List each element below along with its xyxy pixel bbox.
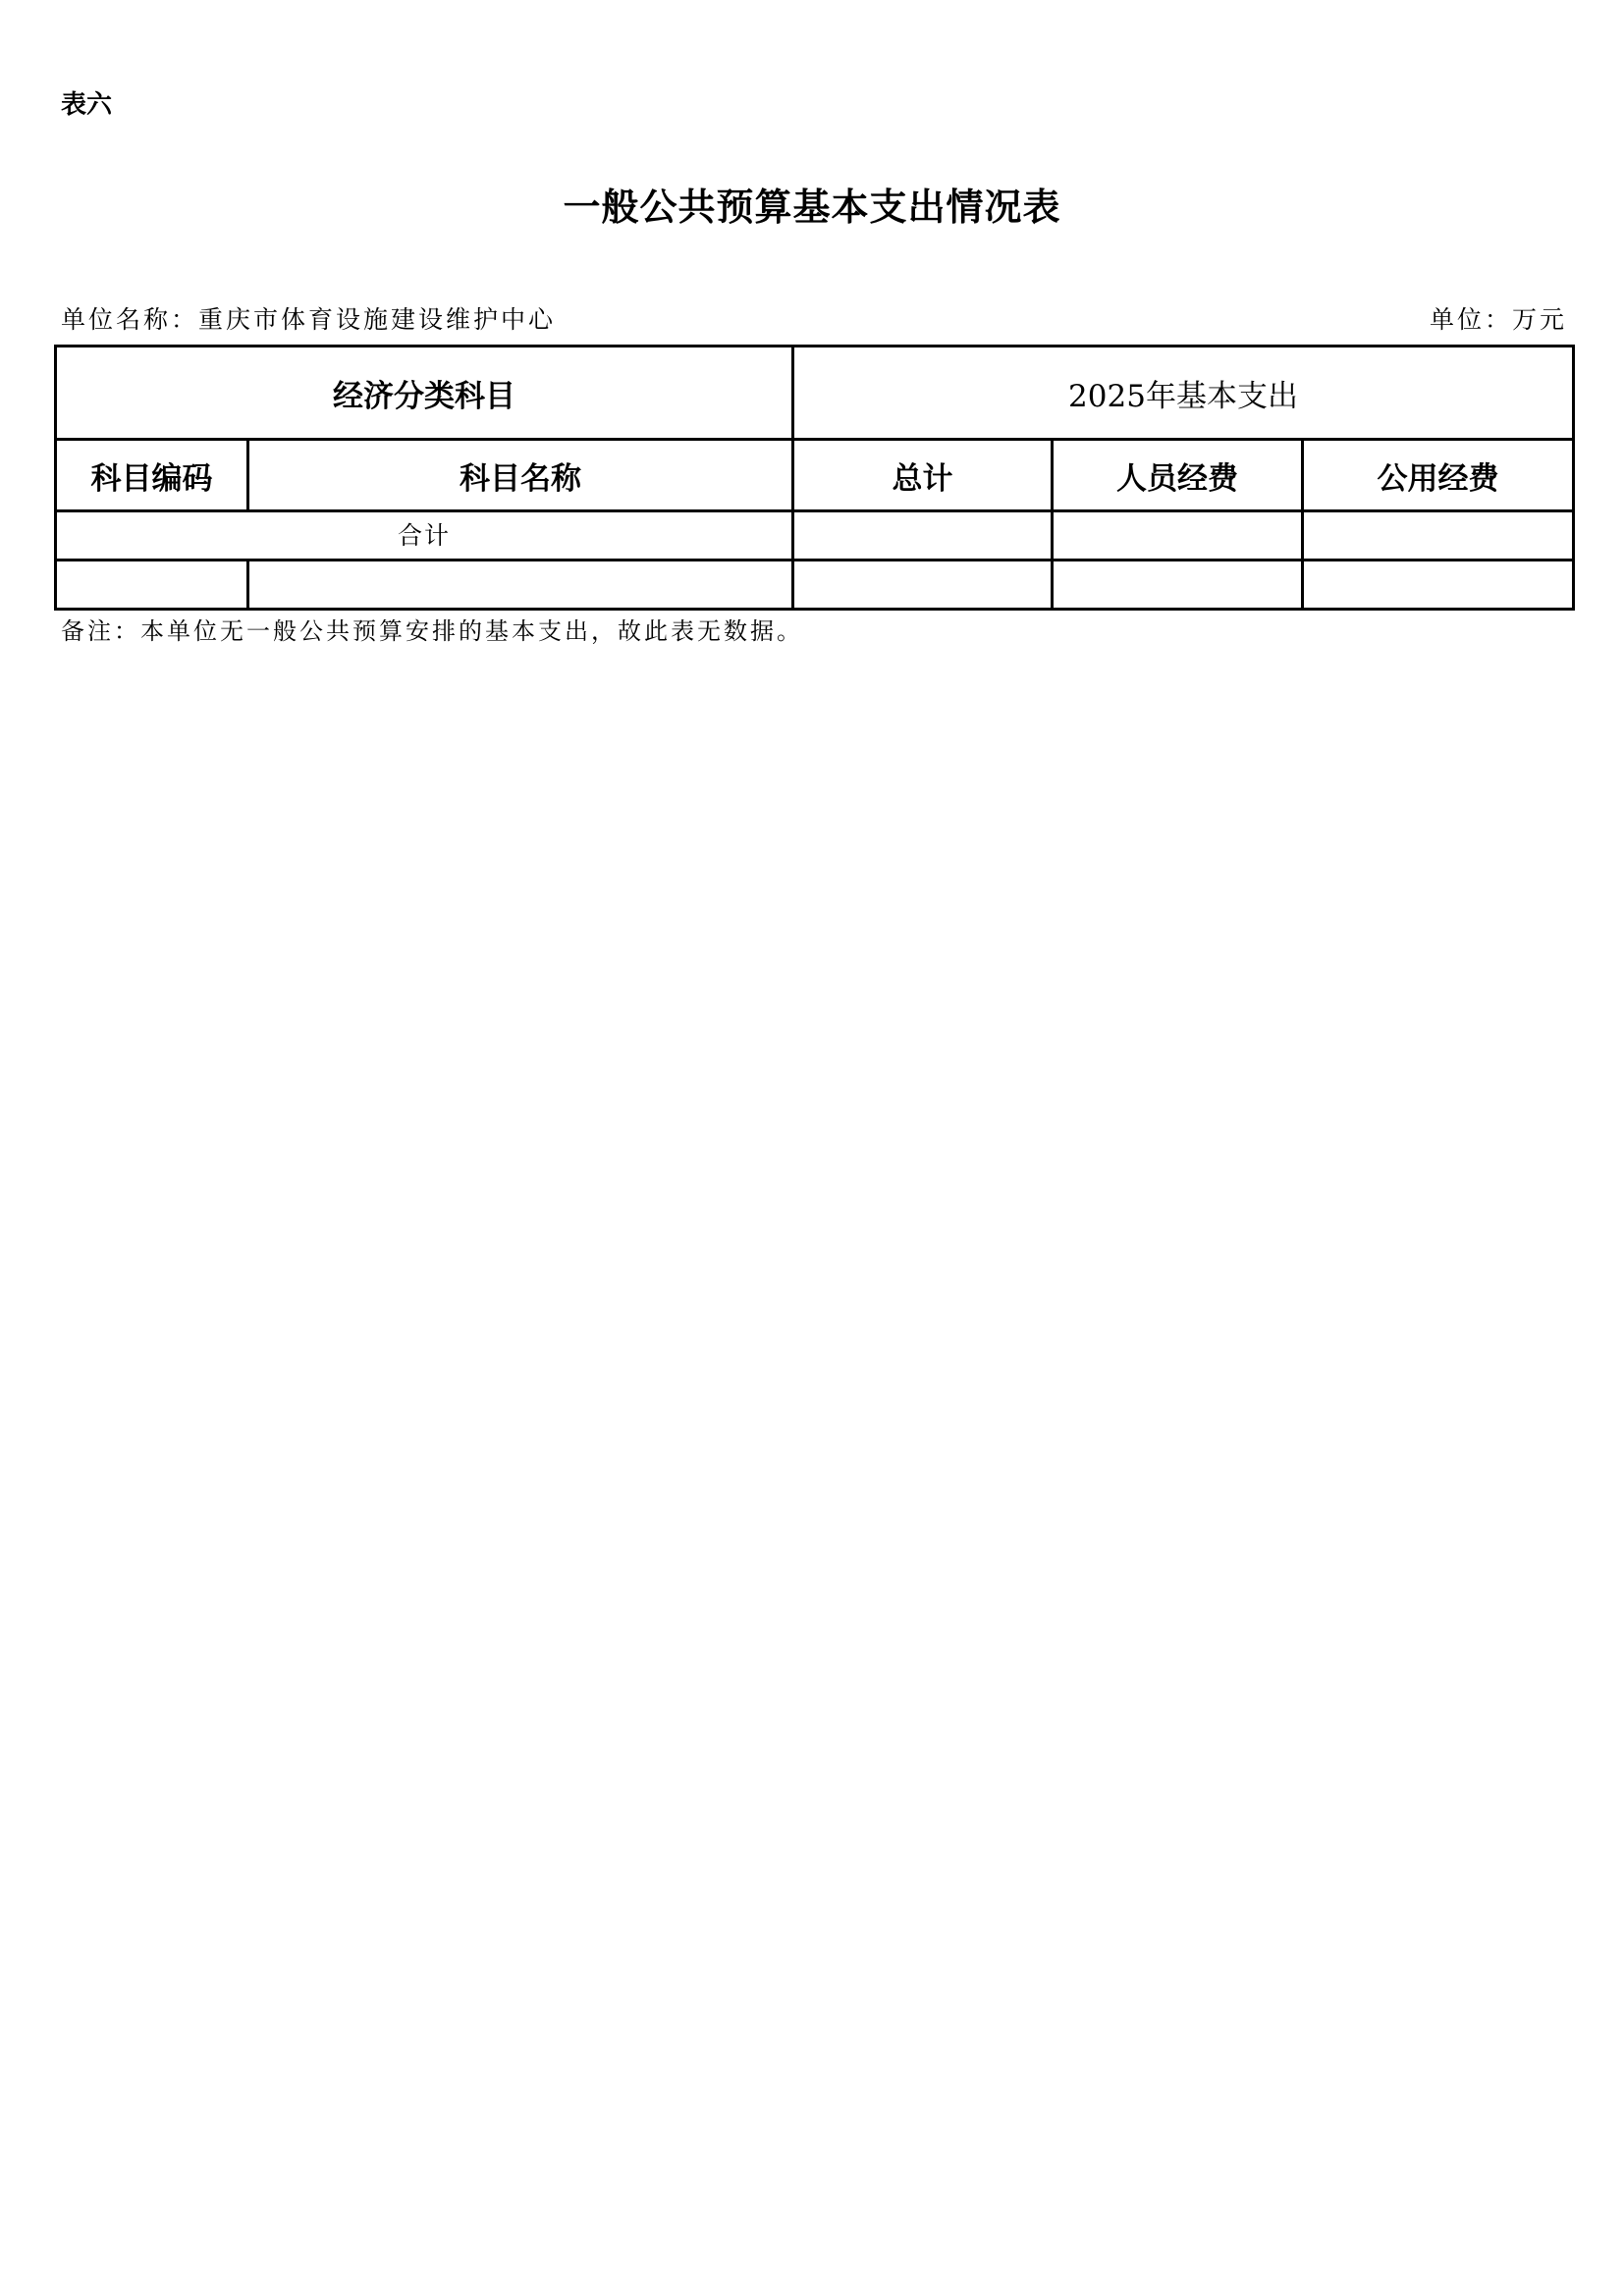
unit-label: 单位：万元 xyxy=(1429,305,1567,334)
budget-table xyxy=(54,345,1575,611)
row-total xyxy=(793,561,1053,610)
row-personnel xyxy=(1053,561,1303,610)
header-subject-name: 科目名称 xyxy=(248,440,793,511)
header-basic-expenditure-2025: 2025年基本支出 xyxy=(793,347,1574,440)
total-row-total xyxy=(793,511,1053,561)
page-title: 一般公共预算基本支出情况表 xyxy=(563,185,1061,229)
total-row-label: 合计 xyxy=(56,511,793,561)
table-total-row xyxy=(56,511,1574,561)
unit-name: 单位名称：重庆市体育设施建设维护中心 xyxy=(61,305,557,334)
header-public-expenses: 公用经费 xyxy=(1303,440,1574,511)
header-total: 总计 xyxy=(793,440,1053,511)
total-row-public xyxy=(1303,511,1574,561)
table-number: 表六 xyxy=(61,90,113,120)
row-subject-code xyxy=(56,561,248,610)
header-personnel-expenses: 人员经费 xyxy=(1053,440,1303,511)
table-header-row xyxy=(56,440,1574,511)
total-row-personnel xyxy=(1053,511,1303,561)
table-row xyxy=(56,561,1574,610)
footnote: 备注：本单位无一般公共预算安排的基本支出，故此表无数据。 xyxy=(61,617,803,645)
header-subject-code: 科目编码 xyxy=(56,440,248,511)
row-subject-name xyxy=(248,561,793,610)
header-economic-category: 经济分类科目 xyxy=(56,347,793,440)
row-public xyxy=(1303,561,1574,610)
table-header-group-row xyxy=(56,347,1574,440)
